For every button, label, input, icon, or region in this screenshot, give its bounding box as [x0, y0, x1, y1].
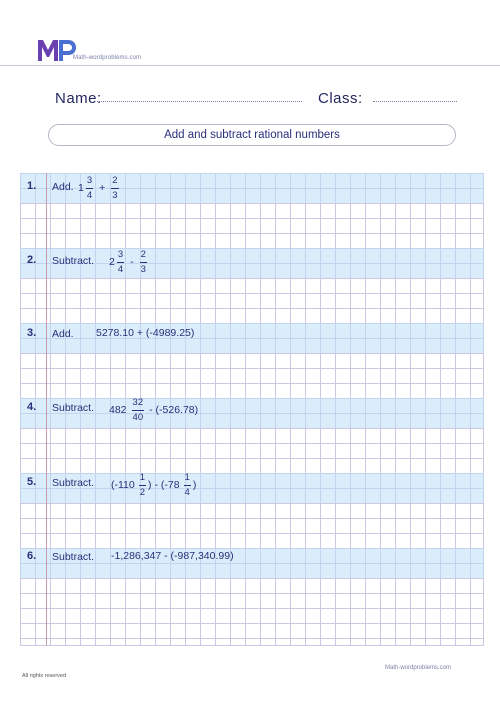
problem-1-verb: Add.	[52, 181, 74, 193]
fraction: $\frac{3}{4}$	[117, 249, 124, 275]
margin-line	[46, 173, 47, 646]
fraction: $\frac{1}{4}$	[184, 472, 190, 498]
problem-3-expression: 5278.10 + (-4989.25)	[96, 327, 195, 339]
header-divider	[0, 65, 500, 66]
worksheet-title: Add and subtract rational numbers	[164, 129, 340, 141]
name-label: Name:	[55, 90, 102, 107]
problem-1-number: 1.	[27, 180, 37, 192]
problem-band-3	[20, 323, 484, 353]
problem-6-expression: -1,286,347 - (-987,340.99)	[111, 550, 234, 562]
problem-4-verb: Subtract.	[52, 402, 95, 414]
fraction: $\frac{1}{2}$	[139, 472, 146, 498]
problem-5-verb: Subtract.	[52, 477, 95, 489]
problem-3-verb: Add.	[52, 328, 74, 340]
problem-3-number: 3.	[27, 327, 37, 339]
logo-site-text: Math-wordproblems.com	[73, 55, 142, 61]
logo-icon	[37, 38, 77, 62]
footer-site-text: Math-wordproblems.com	[385, 665, 452, 671]
footer-rights-text: All rights reserved	[22, 673, 67, 679]
problem-2-expression: 2 $\frac{3}{4}$ - $\frac{2}{3}$	[109, 249, 146, 275]
class-field[interactable]	[373, 101, 457, 102]
fraction: $\frac{2}{3}$	[140, 249, 146, 275]
class-label: Class:	[318, 90, 363, 107]
problem-4-expression: 482 $\frac{32}{40}$ - (-526.78)	[109, 397, 199, 423]
fraction: $\frac{32}{40}$	[132, 397, 144, 423]
name-field[interactable]	[97, 101, 302, 102]
problem-5-number: 5.	[27, 476, 37, 488]
problem-6-number: 6.	[27, 550, 37, 562]
problem-5-expression: (-110 $\frac{1}{2}$ ) - (-78 $\frac{1}{4}$ )	[111, 472, 197, 498]
fraction: $\frac{3}{4}$	[86, 175, 93, 201]
problem-1-expression: 1 $\frac{3}{4}$ + $\frac{2}{3}$	[78, 175, 118, 201]
problem-2-verb: Subtract.	[52, 255, 95, 267]
problem-6-verb: Subtract.	[52, 551, 95, 563]
problem-2-number: 2.	[27, 254, 37, 266]
problem-4-number: 4.	[27, 401, 37, 413]
worksheet-title-box	[48, 124, 456, 146]
fraction: $\frac{2}{3}$	[112, 175, 118, 201]
